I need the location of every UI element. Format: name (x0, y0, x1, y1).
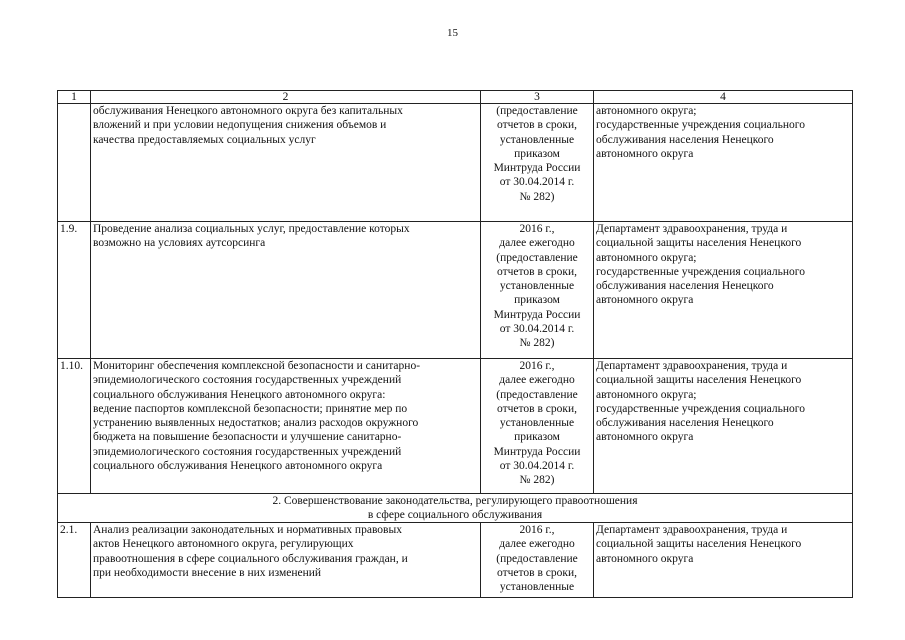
section-heading-row (58, 494, 853, 523)
header-col-3: 3 (481, 91, 594, 104)
measures-table (57, 90, 853, 598)
deadline-text: 2016 г., далее ежегодно (предоставление отчетов в сроки, установленные (481, 523, 594, 598)
responsible-text: Департамент здравоохранения, труда и социальной защиты населения Ненецкого автономного округа (594, 523, 853, 598)
measure-text: Мониторинг обеспечения комплексной безопасности и санитарно- эпидемиологического состояния государственных учреждений социального обслуживания Ненецкого автономного округа: ведение паспортов комплексной безопасности; принятие мер по устранению выявленных недостатков; анализ расходов окружного бюджета на повышение безопасности и улучшение санитарно- эпидемиологического состояния государственных учреждений социального обслуживания Ненецкого автономного округа (91, 359, 481, 494)
table-row (58, 104, 853, 222)
deadline-text: 2016 г., далее ежегодно (предоставление отчетов в сроки, установленные приказом Минтруда России от 30.04.2014 г. № 282) (481, 359, 594, 494)
table-row (58, 359, 853, 494)
table-row (58, 523, 853, 598)
page-number: 15 (447, 27, 458, 39)
row-number (58, 104, 91, 222)
measure-text: обслуживания Ненецкого автономного округа без капитальных вложений и при условии недопущения снижения объемов и качества предоставляемых социальных услуг (91, 104, 481, 222)
header-col-4: 4 (594, 91, 853, 104)
row-number: 1.9. (58, 222, 91, 359)
deadline-text: (предоставление отчетов в сроки, установленные приказом Минтруда России от 30.04.2014 г. № 282) (481, 104, 594, 222)
responsible-text: автономного округа; государственные учреждения социального обслуживания населения Ненецкого автономного округа (594, 104, 853, 222)
table-row (58, 222, 853, 359)
responsible-text: Департамент здравоохранения, труда и социальной защиты населения Ненецкого автономного округа; государственные учреждения социального обслуживания населения Ненецкого автономного округа (594, 222, 853, 359)
responsible-text: Департамент здравоохранения, труда и социальной защиты населения Ненецкого автономного округа; государственные учреждения социального обслуживания населения Ненецкого автономного округа (594, 359, 853, 494)
table-header-row (58, 91, 853, 104)
measure-text: Проведение анализа социальных услуг, предоставление которых возможно на условиях аутсорсинга (91, 222, 481, 359)
row-number: 2.1. (58, 523, 91, 598)
deadline-text: 2016 г., далее ежегодно (предоставление отчетов в сроки, установленные приказом Минтруда России от 30.04.2014 г. № 282) (481, 222, 594, 359)
header-col-2: 2 (91, 91, 481, 104)
section-heading: 2. Совершенствование законодательства, регулирующего правоотношения в сфере социального обслуживания (58, 494, 853, 523)
row-number: 1.10. (58, 359, 91, 494)
header-col-1: 1 (58, 91, 91, 104)
measure-text: Анализ реализации законодательных и нормативных правовых актов Ненецкого автономного округа, регулирующих правоотношения в сфере социального обслуживания граждан, и при необходимости внесение в них изменений (91, 523, 481, 598)
